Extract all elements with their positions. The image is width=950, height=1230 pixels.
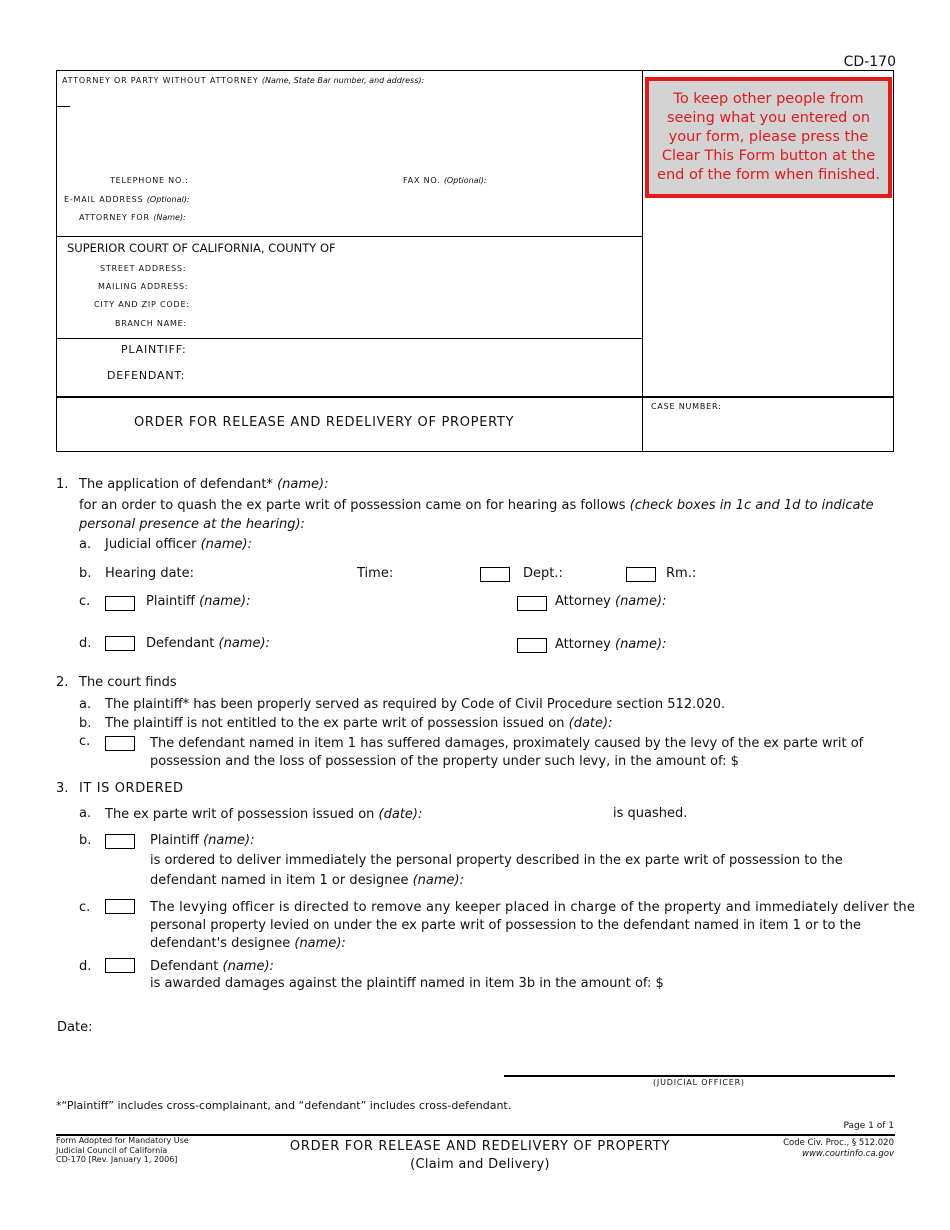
dept-box[interactable]	[626, 567, 656, 582]
defendant-name-label: Defendant (name):	[146, 636, 270, 651]
form-title: ORDER FOR RELEASE AND REDELIVERY OF PROPERTY	[134, 415, 515, 430]
signature-line	[504, 1075, 895, 1077]
telephone-label: TELEPHONE NO.:	[110, 176, 189, 185]
defendant-present-checkbox[interactable]	[105, 636, 135, 651]
levying-officer-checkbox[interactable]	[105, 899, 135, 914]
hearing-date-label: Hearing date:	[105, 566, 195, 581]
item-2c-letter: c.	[79, 734, 91, 749]
time-ampm-box[interactable]	[480, 567, 510, 582]
court-title: SUPERIOR COURT OF CALIFORNIA, COUNTY OF	[67, 241, 336, 255]
form-number: CD-170	[843, 54, 896, 70]
item-1-line3: personal presence at the hearing):	[79, 517, 305, 532]
plaintiff-deliver-checkbox[interactable]	[105, 834, 135, 849]
item-1c-letter: c.	[79, 594, 91, 609]
item-3d-text: Defendant (name):	[150, 959, 274, 974]
attorney-for-label: ATTORNEY FOR (Name):	[79, 213, 186, 222]
item-2b-text: The plaintiff is not entitled to the ex parte writ of possession issued on (date):	[105, 716, 613, 731]
item-2-title: The court finds	[79, 675, 177, 690]
item-3a-letter: a.	[79, 806, 92, 821]
date-label: Date:	[57, 1020, 93, 1035]
footer-right: Code Civ. Proc., § 512.020 www.courtinfo.ca.gov	[783, 1138, 894, 1159]
item-1-intro: The application of defendant* (name):	[79, 477, 329, 492]
fax-label: FAX NO. (Optional):	[403, 176, 487, 185]
footer-left: Form Adopted for Mandatory Use Judicial Council of California CD-170 [Rev. January 1, 2006]	[56, 1136, 189, 1164]
attorney-party-label: ATTORNEY OR PARTY WITHOUT ATTORNEY (Name, State Bar number, and address):	[62, 76, 425, 85]
item-3d-letter: d.	[79, 959, 92, 974]
item-3c-line3: defendant's designee (name):	[150, 936, 346, 951]
defendant-label: DEFENDANT:	[107, 369, 186, 382]
email-label: E-MAIL ADDRESS (Optional):	[64, 195, 190, 204]
defendant-attorney-label: Attorney (name):	[555, 637, 667, 652]
time-label: Time:	[357, 566, 394, 581]
plaintiff-present-checkbox[interactable]	[105, 596, 135, 611]
item-2-number: 2.	[56, 675, 69, 690]
damages-checkbox[interactable]	[105, 736, 135, 751]
defendant-damages-checkbox[interactable]	[105, 958, 135, 973]
page-number: Page 1 of 1	[843, 1121, 894, 1131]
rm-label: Rm.:	[666, 566, 697, 581]
mailing-address-label: MAILING ADDRESS:	[98, 282, 189, 291]
item-2a-text: The plaintiff* has been properly served as required by Code of Civil Procedure section 512.020.	[105, 697, 726, 712]
case-number-label: CASE NUMBER:	[651, 402, 722, 411]
branch-name-label: BRANCH NAME:	[115, 319, 188, 328]
item-1b-letter: b.	[79, 566, 92, 581]
item-3a-end: is quashed.	[613, 806, 688, 821]
item-3b-letter: b.	[79, 833, 92, 848]
item-3-title: IT IS ORDERED	[79, 781, 184, 796]
defendant-attorney-present-checkbox[interactable]	[517, 638, 547, 653]
item-2c-line2: possession and the loss of possession of the property under such levy, in the amount of: $	[150, 754, 739, 769]
clear-form-notice: To keep other people from seeing what you entered on your form, please press the Clear This Form button at the end of the form when finished.	[645, 77, 892, 198]
item-3c-line1: The levying officer is directed to remove any keeper placed in charge of the property and immediately deliver the	[150, 900, 916, 915]
item-1d-letter: d.	[79, 636, 92, 651]
item-1-number: 1.	[56, 477, 69, 492]
dept-label: Dept.:	[523, 566, 563, 581]
footnote: *“Plaintiff” includes cross-complainant, and “defendant” includes cross-defendant.	[56, 1099, 512, 1112]
footer-title: ORDER FOR RELEASE AND REDELIVERY OF PROPERTY (Claim and Delivery)	[289, 1139, 671, 1172]
plaintiff-attorney-label: Attorney (name):	[555, 594, 667, 609]
item-3d-line2: is awarded damages against the plaintiff named in item 3b in the amount of: $	[150, 976, 664, 991]
item-1a-letter: a.	[79, 537, 92, 552]
item-3-number: 3.	[56, 781, 69, 796]
plaintiff-attorney-present-checkbox[interactable]	[517, 596, 547, 611]
plaintiff-name-label: Plaintiff (name):	[146, 594, 251, 609]
item-2c-line1: The defendant named in item 1 has suffered damages, proximately caused by the levy of the ex parte writ of	[150, 736, 864, 751]
street-address-label: STREET ADDRESS:	[100, 264, 187, 273]
item-3b-line3: defendant named in item 1 or designee (name):	[150, 873, 464, 888]
item-3c-line2: personal property levied on under the ex parte writ of possession to the defendant named in item 1 or to the	[150, 918, 861, 933]
judicial-officer-label: Judicial officer (name):	[105, 537, 252, 552]
item-1-line2: for an order to quash the ex parte writ of possession came on for hearing as follows (check boxes in 1c and 1d to indicate	[79, 498, 874, 513]
item-3a-text: The ex parte writ of possession issued on (date):	[105, 807, 423, 822]
city-zip-label: CITY AND ZIP CODE:	[94, 300, 190, 309]
caption-divider	[642, 70, 643, 452]
item-3c-letter: c.	[79, 900, 91, 915]
item-3b-line2: is ordered to deliver immediately the personal property described in the ex parte writ of possession to the	[150, 853, 843, 868]
item-3b-text: Plaintiff (name):	[150, 833, 255, 848]
plaintiff-label: PLAINTIFF:	[121, 343, 187, 356]
item-2b-letter: b.	[79, 716, 92, 731]
judicial-officer-caption: (JUDICIAL OFFICER)	[653, 1078, 745, 1087]
item-2a-letter: a.	[79, 697, 92, 712]
